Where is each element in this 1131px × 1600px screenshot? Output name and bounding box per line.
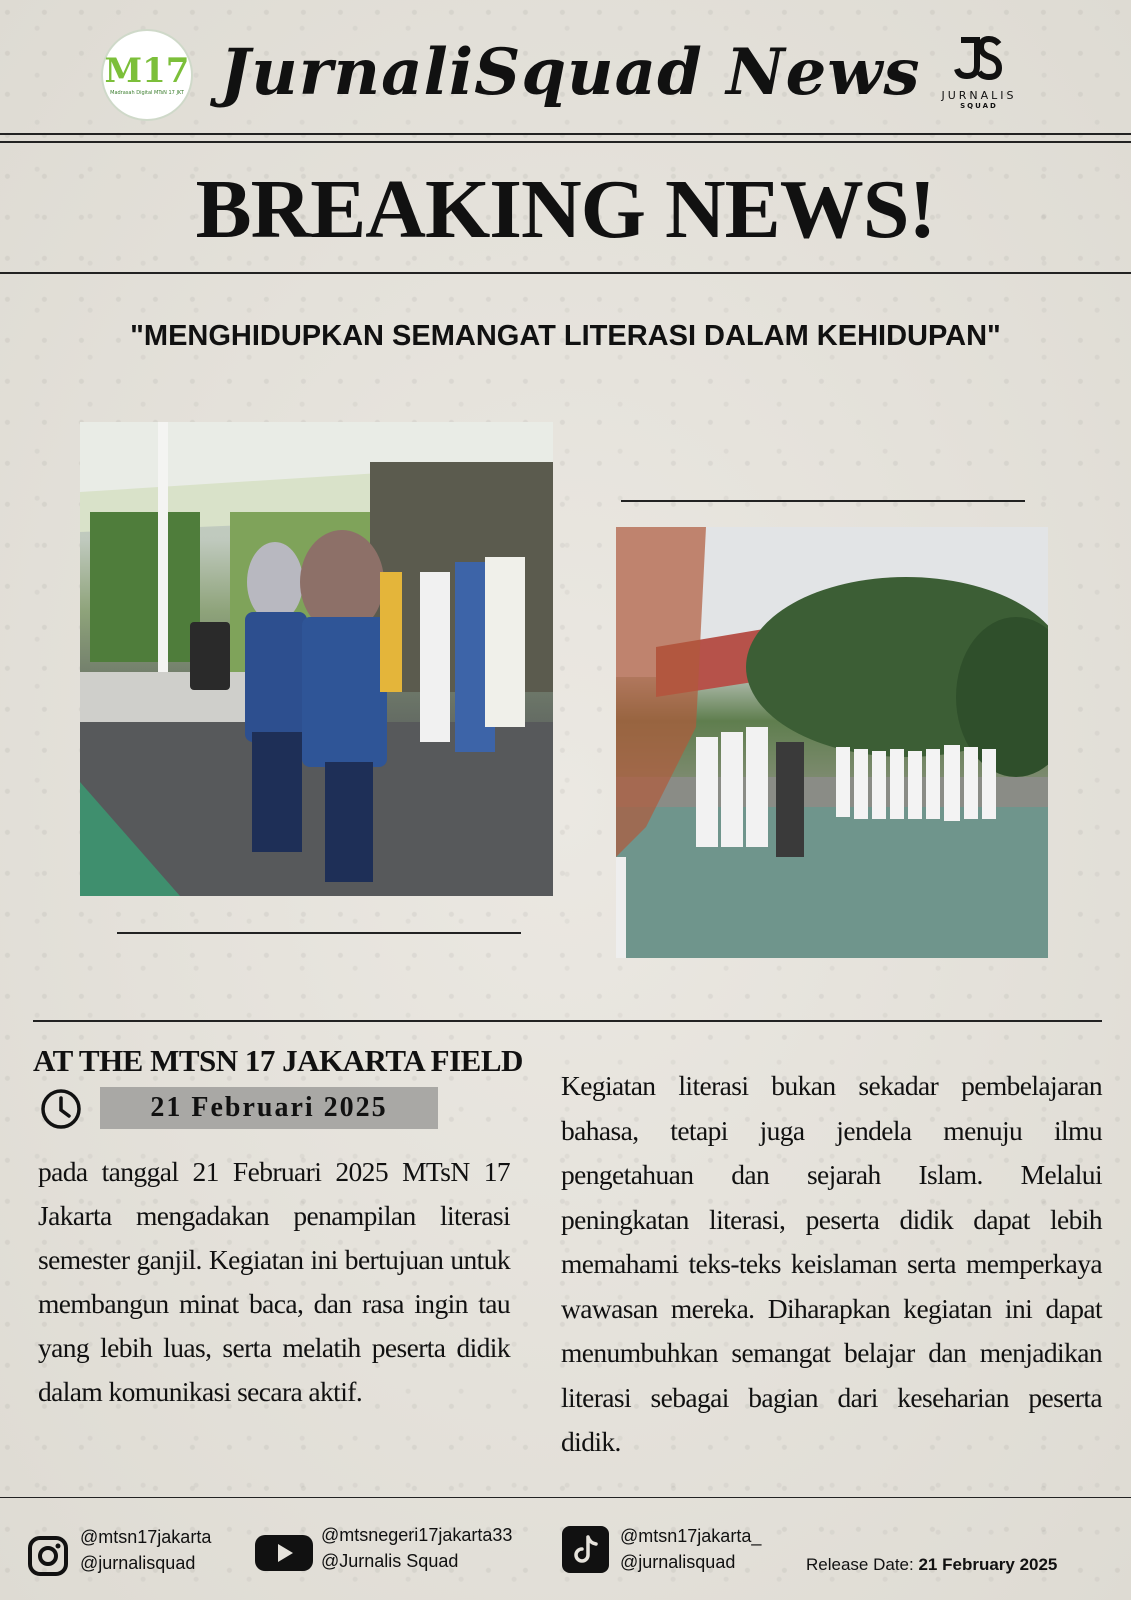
- article-body-right: Kegiatan literasi bukan sekadar pembelajaran bahasa, tetapi juga jendela menuju ilmu pengetahuan dan sejarah Islam. Melalui peningkatan literasi, peserta didik dapat lebih memahami teks-teks keislaman serta memperkaya wawasan mereka. Diharapkan kegiatan ini dapat menumbuhkan semangat belajar dan menjadikan literasi sebagai bagian dari keseharian peserta didik.: [561, 1070, 1102, 1457]
- instagram-handle-2[interactable]: @jurnalisquad: [80, 1553, 196, 1573]
- article-location: AT THE MTSN 17 JAKARTA FIELD: [33, 1043, 523, 1078]
- tiktok-handle-1[interactable]: @mtsn17jakarta_: [620, 1526, 762, 1546]
- tiktok-handle-2[interactable]: @jurnalisquad: [620, 1552, 736, 1572]
- article-body-left: pada tanggal 21 Februari 2025 MTsN 17 Jakarta mengadakan penampilan literasi semester ganjil. Kegiatan ini bertujuan untuk membangun minat baca, dan rasa ingin tau yang lebih luas, serta melatih peserta didik dalam komunikasi secara aktif.: [38, 1156, 510, 1407]
- jurnalis-squad-logo: [934, 36, 1024, 116]
- photo-field-assembly: [616, 527, 1048, 958]
- logo-tagline: Madrasah Digital MTsN 17 JKT: [110, 90, 184, 96]
- youtube-handle-1[interactable]: @mtsnegeri17jakarta33: [321, 1525, 513, 1545]
- article-date: 21 Februari 2025: [100, 1087, 438, 1129]
- js-monogram-icon: [934, 36, 1024, 89]
- banner-rule: [0, 272, 1131, 274]
- instagram-handle-1[interactable]: @mtsn17jakarta: [80, 1527, 212, 1547]
- release-label: Release Date:: [806, 1555, 914, 1574]
- youtube-icon[interactable]: [254, 1532, 314, 1574]
- youtube-handle-2[interactable]: @Jurnalis Squad: [321, 1551, 459, 1571]
- clock-icon: [40, 1088, 82, 1130]
- photo-divider-left: [117, 932, 521, 934]
- article-rule: [33, 1020, 1102, 1022]
- tiktok-handles[interactable]: [620, 1523, 761, 1575]
- breaking-news-banner: BREAKING NEWS!: [195, 163, 936, 256]
- masthead-rule-bottom: [0, 141, 1131, 143]
- masthead-rule-top: [0, 133, 1131, 135]
- logo-subword: SQUAD: [960, 102, 998, 110]
- masthead-title: JurnaliSquad News: [220, 35, 921, 110]
- logo-word: JURNALIS: [941, 89, 1017, 102]
- instagram-handles[interactable]: [80, 1524, 211, 1576]
- release-date-value: 21 February 2025: [918, 1555, 1058, 1574]
- logo-mark: M17: [104, 51, 190, 91]
- mtsn17-logo: [101, 29, 193, 121]
- instagram-icon[interactable]: [27, 1535, 69, 1577]
- tiktok-icon[interactable]: [562, 1526, 609, 1573]
- youtube-handles[interactable]: [321, 1522, 512, 1574]
- photo-divider-right: [621, 500, 1025, 502]
- photo-students-reading: [80, 422, 553, 896]
- footer-rule: [0, 1497, 1131, 1498]
- article-headline: "MENGHIDUPKAN SEMANGAT LITERASI DALAM KEHIDUPAN": [130, 320, 1001, 352]
- release-date: [806, 1553, 1057, 1577]
